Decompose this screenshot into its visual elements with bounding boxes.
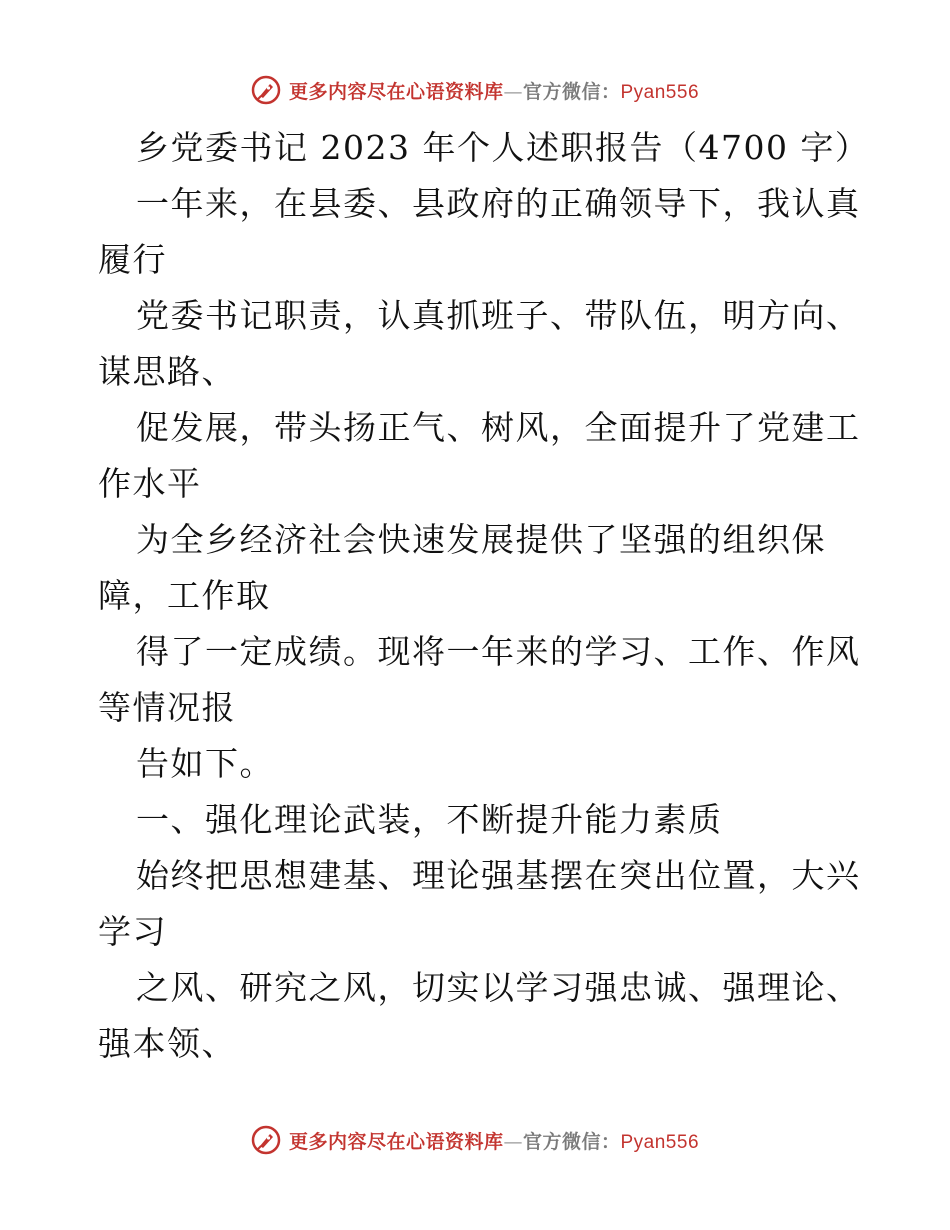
watermark-text	[289, 77, 699, 104]
section-heading: 一、强化理论武装，不断提升能力素质	[136, 800, 723, 839]
header-watermark	[0, 70, 950, 110]
watermark-id: Pyan556	[620, 81, 700, 103]
text-line: 党委书记职责，认真抓班子、带队伍，明方向、	[136, 296, 861, 335]
watermark-brand: 更多内容尽在心语资料库	[288, 80, 504, 103]
watermark-label: 官方微信：	[522, 80, 621, 103]
text-line: 障，工作取	[98, 576, 271, 615]
text-line: 告如下。	[136, 744, 274, 783]
watermark-id: Pyan556	[620, 1131, 700, 1153]
text-line: 履行	[98, 240, 167, 279]
watermark-dash: —	[503, 80, 523, 103]
text-line: 之风、研究之风，切实以学习强忠诚、强理论、	[136, 968, 861, 1007]
footer-watermark	[0, 1120, 950, 1160]
document-title: 乡党委书记 2023 年个人述职报告（4700 字）	[136, 128, 870, 167]
text-line: 作水平	[98, 464, 202, 503]
pen-nib-icon	[251, 75, 281, 105]
watermark-text	[289, 1127, 699, 1154]
text-line: 谋思路、	[98, 352, 236, 391]
text-line: 始终把思想建基、理论强基摆在突出位置，大兴	[136, 856, 861, 895]
text-line: 促发展，带头扬正气、树风，全面提升了党建工	[136, 408, 861, 447]
text-line: 强本领、	[98, 1024, 236, 1063]
text-line: 一年来，在县委、县政府的正确领导下，我认真	[136, 184, 861, 223]
pen-nib-icon	[251, 1125, 281, 1155]
text-line: 学习	[98, 912, 167, 951]
text-line: 为全乡经济社会快速发展提供了坚强的组织保	[136, 520, 826, 559]
document-body	[98, 120, 870, 1072]
watermark-dash: —	[503, 1130, 523, 1153]
watermark-label: 官方微信：	[522, 1130, 621, 1153]
watermark-brand: 更多内容尽在心语资料库	[288, 1130, 504, 1153]
text-line: 得了一定成绩。现将一年来的学习、工作、作风	[136, 632, 861, 671]
text-line: 等情况报	[98, 688, 236, 727]
